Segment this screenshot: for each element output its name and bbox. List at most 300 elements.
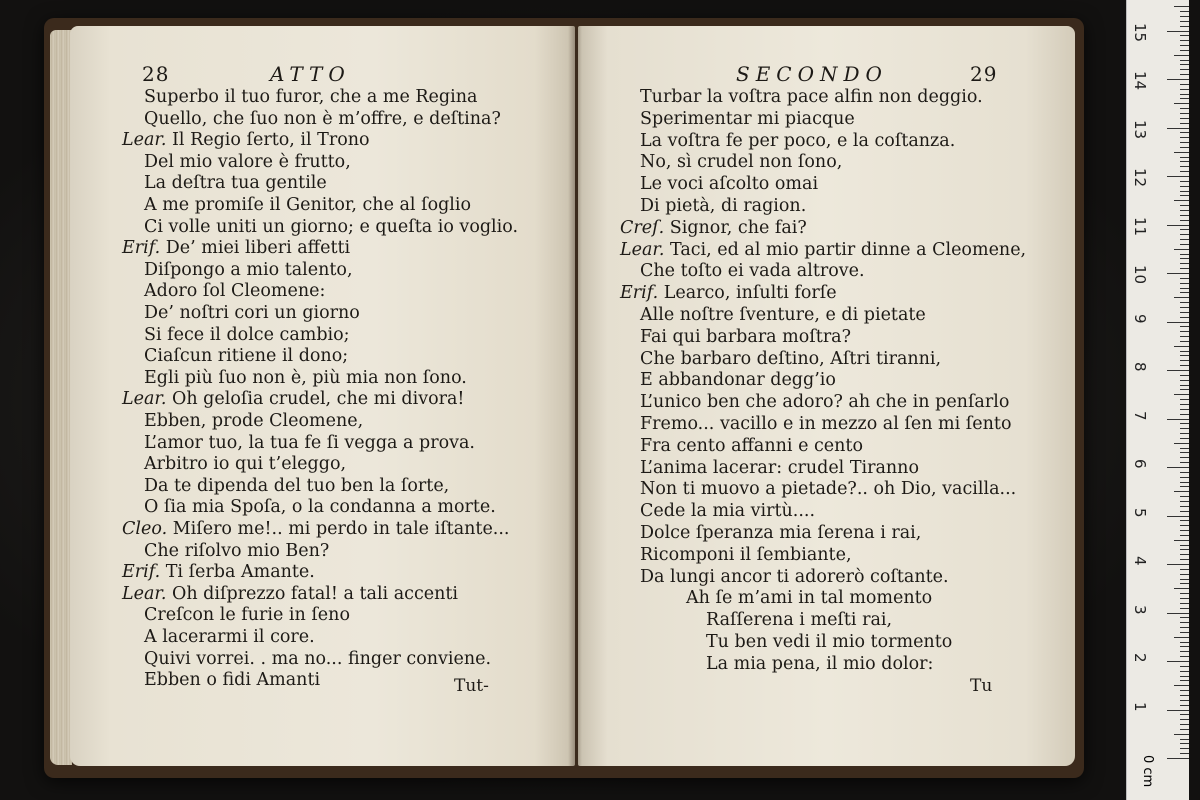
line-text: Che toſto ei vada altrove.: [640, 261, 865, 282]
ruler-tick: [1180, 433, 1189, 434]
ruler-tick: [1180, 181, 1189, 182]
ruler-tick: [1167, 758, 1189, 759]
ruler-tick: [1180, 448, 1189, 449]
speaker-label: Lear.: [122, 389, 167, 410]
text-line: [144, 410, 363, 432]
line-text: Miſero me!.. mi perdo in tale iſtante...: [172, 519, 510, 539]
ruler-tick: [1180, 414, 1189, 415]
ruler-tick: [1180, 45, 1189, 46]
ruler-tick: [1180, 477, 1189, 478]
ruler-tick: [1180, 671, 1189, 672]
text-line: [640, 544, 852, 566]
text-line: [122, 129, 370, 151]
line-text: A me promiſe il Genitor, che al ſoglio: [144, 195, 472, 215]
line-text: L’unico ben che adoro? ah che in penſarlo: [640, 392, 1010, 413]
ruler-tick: [1167, 31, 1189, 32]
ruler-tick: [1180, 676, 1189, 677]
ruler-tick: [1174, 297, 1189, 298]
text-line: [122, 388, 464, 410]
ruler-tick: [1180, 336, 1189, 337]
ruler-tick: [1180, 312, 1189, 313]
ruler-tick: [1174, 540, 1189, 541]
text-line: [144, 367, 467, 389]
ruler-tick: [1180, 753, 1189, 754]
text-line: [144, 496, 496, 518]
line-text: Ricomponi il ſembiante,: [640, 544, 852, 565]
text-line: [144, 259, 353, 281]
line-text: Si fece il dolce cambio;: [144, 324, 350, 345]
ruler-tick: [1180, 94, 1189, 95]
ruler-tick: [1180, 748, 1189, 749]
ruler-tick: [1180, 705, 1189, 706]
speaker-label: Cleo.: [122, 519, 168, 539]
line-text: Oh geloſia crudel, che mi divora!: [172, 389, 465, 410]
ruler-tick: [1180, 617, 1189, 618]
ruler-tick: [1180, 525, 1189, 526]
ruler-tick: [1180, 258, 1189, 259]
ruler-tick: [1174, 734, 1189, 735]
line-text: Ciaſcun ritiene il dono;: [144, 346, 349, 367]
text-line: [620, 239, 1026, 261]
ruler-tick: [1180, 288, 1189, 289]
line-text: Diſpongo a mio talento,: [144, 259, 353, 280]
ruler-tick: [1174, 491, 1189, 492]
ruler-tick: [1180, 656, 1189, 657]
ruler-tick: [1180, 690, 1189, 691]
text-line: [144, 648, 491, 670]
ruler-tick: [1180, 593, 1189, 594]
ruler-tick: [1180, 89, 1189, 90]
left-page: [70, 26, 575, 766]
ruler-tick: [1180, 60, 1189, 61]
ruler-number: 9: [1131, 313, 1149, 324]
line-text: De’ miei liberi affetti: [165, 238, 351, 259]
ruler-tick: [1174, 249, 1189, 250]
ruler-tick: [1180, 666, 1189, 667]
ruler-tick: [1180, 583, 1189, 584]
line-text: Ti ſerba Amante.: [165, 562, 315, 583]
line-text: Le voci aſcolto omai: [640, 174, 819, 195]
ruler-tick: [1180, 220, 1189, 221]
ruler-tick: [1174, 200, 1189, 201]
ruler-tick: [1180, 486, 1189, 487]
ruler-tick: [1180, 244, 1189, 245]
ruler-tick: [1180, 695, 1189, 696]
ruler-tick: [1180, 132, 1189, 133]
ruler-tick: [1167, 79, 1189, 80]
ruler-tick: [1180, 511, 1189, 512]
ruler-tick: [1180, 739, 1189, 740]
ruler-tick: [1180, 714, 1189, 715]
ruler-tick: [1180, 254, 1189, 255]
ruler-tick: [1180, 147, 1189, 148]
ruler-tick: [1180, 462, 1189, 463]
ruler-number: 1: [1131, 701, 1149, 712]
text-line: [144, 669, 320, 691]
ruler-tick: [1167, 322, 1189, 323]
ruler-tick: [1174, 6, 1189, 7]
line-text: Turbar la voſtra pace alfin non deggio.: [640, 87, 983, 107]
ruler-tick: [1180, 283, 1189, 284]
ruler-tick: [1180, 64, 1189, 65]
ruler-tick: [1180, 632, 1189, 633]
text-line: [640, 457, 919, 479]
ruler-tick: [1174, 55, 1189, 56]
line-text: Non ti muovo a pietade?.. oh Dio, vacilla...: [640, 479, 1017, 500]
ruler-tick: [1167, 661, 1189, 662]
line-text: Tu ben vedi il mio tormento: [706, 632, 953, 652]
speaker-label: Erif.: [620, 283, 659, 304]
text-line: [144, 86, 477, 108]
ruler-tick: [1180, 559, 1189, 560]
ruler-tick: [1180, 651, 1189, 652]
line-text: Di pietà, di ragion.: [640, 196, 807, 216]
book-spine: [568, 26, 582, 766]
ruler-tick: [1180, 74, 1189, 75]
line-text: A lacerarmi il core.: [144, 627, 315, 647]
ruler-number: 4: [1131, 556, 1149, 566]
text-line: [640, 391, 1009, 413]
ruler-tick: [1180, 452, 1189, 453]
ruler-tick: [1180, 142, 1189, 143]
right-catchword: Tu: [970, 676, 993, 696]
ruler-tick: [1180, 98, 1189, 99]
ruler-tick: [1180, 84, 1189, 85]
ruler-tick: [1180, 161, 1189, 162]
line-text: Il Regio ſerto, il Trono: [172, 130, 370, 151]
line-text: Dolce ſperanza mia ſerena i rai,: [640, 523, 922, 543]
line-text: Da lungi ancor ti adorerò coſtante.: [640, 566, 949, 587]
speaker-label: Creſ.: [620, 217, 665, 238]
ruler-tick: [1174, 588, 1189, 589]
ruler-tick: [1180, 501, 1189, 502]
text-line: [640, 260, 865, 282]
ruler-tick: [1180, 21, 1189, 22]
ruler-tick: [1180, 574, 1189, 575]
ruler-tick: [1180, 360, 1189, 361]
text-line: [640, 130, 955, 152]
line-text: La mia pena, il mio dolor:: [706, 653, 934, 674]
ruler-tick: [1180, 627, 1189, 628]
ruler-tick: [1180, 569, 1189, 570]
text-line: [620, 282, 837, 304]
text-line: [640, 348, 941, 370]
ruler-tick: [1180, 520, 1189, 521]
ruler-tick: [1180, 549, 1189, 550]
ruler-tick: [1174, 394, 1189, 395]
ruler-tick: [1180, 137, 1189, 138]
ruler-tick: [1180, 118, 1189, 119]
text-line: [640, 173, 818, 195]
line-text: Superbo il tuo furor, che a me Regina: [144, 87, 478, 107]
text-line: [144, 194, 471, 216]
line-text: Sperimentar mi piacque: [640, 108, 855, 129]
line-text: La voſtra fe per poco, e la coſtanza.: [640, 130, 956, 151]
text-line: [640, 413, 1011, 435]
ruler-tick: [1180, 719, 1189, 720]
ruler-tick: [1180, 365, 1189, 366]
ruler-tick: [1174, 685, 1189, 686]
text-line: [144, 151, 351, 173]
ruler-tick: [1180, 496, 1189, 497]
ruler-tick: [1180, 380, 1189, 381]
ruler-tick: [1167, 516, 1189, 517]
ruler-number: 7: [1131, 410, 1149, 421]
text-line: [686, 587, 932, 609]
ruler-tick: [1180, 278, 1189, 279]
text-line: [640, 500, 815, 522]
ruler-tick: [1180, 389, 1189, 390]
ruler-tick: [1180, 700, 1189, 701]
ruler-tick: [1180, 268, 1189, 269]
text-line: [640, 195, 806, 217]
ruler-tick: [1180, 326, 1189, 327]
ruler-tick: [1174, 346, 1189, 347]
text-line: [640, 369, 836, 391]
ruler-tick: [1180, 113, 1189, 114]
ruler-tick: [1180, 40, 1189, 41]
text-line: [640, 151, 842, 173]
text-line: [144, 108, 501, 130]
text-line: [640, 435, 863, 457]
line-text: Fremo... vacillo e in mezzo al ſen mi ſento: [640, 414, 1012, 434]
ruler-number: 10: [1131, 265, 1149, 285]
text-line: [144, 280, 325, 302]
ruler-tick: [1167, 710, 1189, 711]
ruler-tick: [1180, 409, 1189, 410]
ruler-tick: [1174, 152, 1189, 153]
ruler-tick: [1180, 215, 1189, 216]
ruler-number: 14: [1131, 71, 1149, 91]
text-line: [620, 217, 807, 239]
text-line: [706, 631, 952, 653]
ruler-tick: [1180, 302, 1189, 303]
ruler-number: 11: [1131, 216, 1149, 236]
line-text: Taci, ed al mio partir dinne a Cleomene,: [670, 239, 1027, 260]
ruler-tick: [1180, 622, 1189, 623]
ruler-tick: [1180, 428, 1189, 429]
speaker-label: Erif.: [122, 238, 161, 259]
ruler-number: 5: [1131, 507, 1149, 518]
text-line: [144, 302, 360, 324]
ruler-tick: [1180, 307, 1189, 308]
ruler-tick: [1180, 171, 1189, 172]
line-text: Fai qui barbara moſtra?: [640, 326, 851, 347]
ruler-tick: [1180, 234, 1189, 235]
text-line: [122, 237, 350, 259]
speaker-label: Lear.: [122, 583, 167, 604]
ruler-tick: [1174, 443, 1189, 444]
line-text: Cede la mia virtù....: [640, 501, 816, 522]
ruler-tick: [1180, 472, 1189, 473]
text-line: [640, 108, 855, 130]
text-line: [706, 609, 892, 631]
text-line: [144, 324, 350, 346]
ruler-tick: [1180, 598, 1189, 599]
ruler-tick: [1180, 375, 1189, 376]
ruler-tick: [1180, 743, 1189, 744]
ruler-tick: [1167, 273, 1189, 274]
text-line: [144, 475, 449, 497]
speaker-label: Erif.: [122, 562, 161, 583]
ruler-tick: [1180, 50, 1189, 51]
ruler-tick: [1180, 603, 1189, 604]
page-edges: [50, 30, 72, 765]
ruler-number: 3: [1131, 604, 1149, 615]
line-text: Da te dipenda del tuo ben la ſorte,: [144, 475, 450, 496]
ruler-tick: [1180, 123, 1189, 124]
text-line: [144, 540, 329, 562]
ruler-tick: [1180, 69, 1189, 70]
line-text: Che riſolvo mio Ben?: [144, 540, 330, 561]
line-text: E abbandonar degg’io: [640, 370, 836, 391]
right-running-title: SECONDO: [736, 62, 888, 86]
line-text: Che barbaro deſtino, Aſtri tiranni,: [640, 348, 942, 369]
ruler-tick: [1174, 637, 1189, 638]
line-text: Adoro ſol Cleomene:: [144, 281, 326, 302]
line-text: Raſſerena i meſti rai,: [706, 610, 893, 631]
ruler-number: 2: [1131, 653, 1149, 663]
line-text: De’ noſtri cori un giorno: [144, 303, 360, 323]
text-line: [640, 522, 921, 544]
ruler-tick: [1180, 457, 1189, 458]
ruler-tick: [1180, 729, 1189, 730]
text-line: [640, 86, 983, 108]
ruler-tick: [1180, 263, 1189, 264]
left-catchword: Tut-: [454, 676, 489, 696]
line-text: L’anima lacerar: crudel Tiranno: [640, 457, 919, 478]
ruler-tick: [1180, 341, 1189, 342]
text-line: [122, 583, 458, 605]
ruler-unit-label: 0 cm: [1140, 755, 1155, 788]
text-line: [144, 626, 315, 648]
ruler-number: 8: [1131, 362, 1149, 372]
ruler-tick: [1167, 564, 1189, 565]
ruler-tick: [1180, 608, 1189, 609]
ruler-tick: [1180, 724, 1189, 725]
ruler-tick: [1180, 108, 1189, 109]
ruler-tick: [1180, 438, 1189, 439]
speaker-label: Lear.: [620, 239, 665, 260]
ruler-tick: [1174, 103, 1189, 104]
ruler-number: 12: [1131, 168, 1149, 188]
text-line: [144, 604, 350, 626]
ruler-tick: [1180, 210, 1189, 211]
ruler-tick: [1167, 128, 1189, 129]
right-page: [578, 26, 1075, 766]
text-line: [144, 345, 348, 367]
line-text: Ci volle uniti un giorno; e queſta io voglio.: [144, 216, 519, 237]
left-running-title: ATTO: [270, 62, 351, 86]
ruler-tick: [1180, 385, 1189, 386]
ruler-tick: [1180, 399, 1189, 400]
line-text: Learco, inſulti forſe: [663, 283, 837, 304]
ruler-tick: [1167, 225, 1189, 226]
ruler-number: 15: [1131, 22, 1149, 42]
ruler-tick: [1180, 205, 1189, 206]
line-text: No, sì crudel non ſono,: [640, 152, 843, 173]
text-line: [144, 216, 518, 238]
ruler-tick: [1180, 16, 1189, 17]
right-page-number: 29: [970, 62, 998, 86]
ruler-tick: [1180, 351, 1189, 352]
ruler-tick: [1180, 35, 1189, 36]
line-text: O ſia mia Spoſa, o la condanna a morte.: [144, 497, 496, 518]
ruler-tick: [1167, 370, 1189, 371]
ruler-tick: [1180, 239, 1189, 240]
text-line: [144, 172, 327, 194]
measuring-ruler: [1126, 0, 1189, 800]
ruler-tick: [1180, 554, 1189, 555]
ruler-tick: [1180, 11, 1189, 12]
ruler-tick: [1180, 535, 1189, 536]
ruler-tick: [1180, 331, 1189, 332]
line-text: Del mio valore è frutto,: [144, 151, 351, 172]
line-text: Ah ſe m’ami in tal momento: [686, 588, 933, 609]
ruler-tick: [1180, 404, 1189, 405]
ruler-tick: [1180, 579, 1189, 580]
text-line: [122, 561, 315, 583]
ruler-tick: [1180, 646, 1189, 647]
text-line: [640, 478, 1016, 500]
ruler-tick: [1180, 642, 1189, 643]
ruler-tick: [1180, 680, 1189, 681]
ruler-tick: [1180, 317, 1189, 318]
text-line: [144, 432, 475, 454]
speaker-label: Lear.: [122, 130, 167, 151]
ruler-tick: [1180, 530, 1189, 531]
ruler-tick: [1167, 613, 1189, 614]
ruler-tick: [1180, 506, 1189, 507]
ruler-tick: [1180, 423, 1189, 424]
ruler-tick: [1180, 482, 1189, 483]
ruler-tick: [1180, 195, 1189, 196]
text-line: [640, 304, 926, 326]
line-text: Alle noſtre ſventure, e di pietate: [640, 305, 926, 325]
text-line: [706, 653, 933, 675]
ruler-number: 6: [1131, 459, 1149, 469]
left-page-number: 28: [142, 62, 170, 86]
line-text: Fra cento affanni e cento: [640, 435, 863, 456]
line-text: Egli più ſuo non è, più mia non ſono.: [144, 367, 467, 388]
ruler-tick: [1180, 166, 1189, 167]
text-line: [122, 518, 509, 540]
line-text: Creſcon le furie in ſeno: [144, 605, 350, 626]
ruler-tick: [1180, 229, 1189, 230]
ruler-tick: [1180, 186, 1189, 187]
ruler-tick: [1180, 157, 1189, 158]
ruler-tick: [1180, 26, 1189, 27]
line-text: Oh diſprezzo fatal! a tali accenti: [172, 583, 458, 604]
ruler-tick: [1180, 292, 1189, 293]
ruler-tick: [1167, 467, 1189, 468]
line-text: Ebben, prode Cleomene,: [144, 411, 364, 431]
line-text: La deſtra tua gentile: [144, 173, 327, 194]
line-text: Quivi vorrei. . ma no... finger conviene.: [144, 648, 492, 669]
ruler-tick: [1180, 545, 1189, 546]
text-line: [640, 566, 949, 588]
line-text: Quello, che ſuo non è m’offre, e deſtina?: [144, 108, 501, 129]
ruler-tick: [1180, 191, 1189, 192]
line-text: Arbitro io qui t’eleggo,: [144, 454, 347, 475]
text-line: [640, 326, 851, 348]
ruler-number: 13: [1131, 119, 1149, 139]
ruler-tick: [1167, 176, 1189, 177]
line-text: Ebben o fidi Amanti: [144, 670, 321, 691]
text-line: [144, 453, 346, 475]
line-text: L’amor tuo, la tua fe ſi vegga a prova.: [144, 432, 475, 453]
ruler-tick: [1167, 419, 1189, 420]
